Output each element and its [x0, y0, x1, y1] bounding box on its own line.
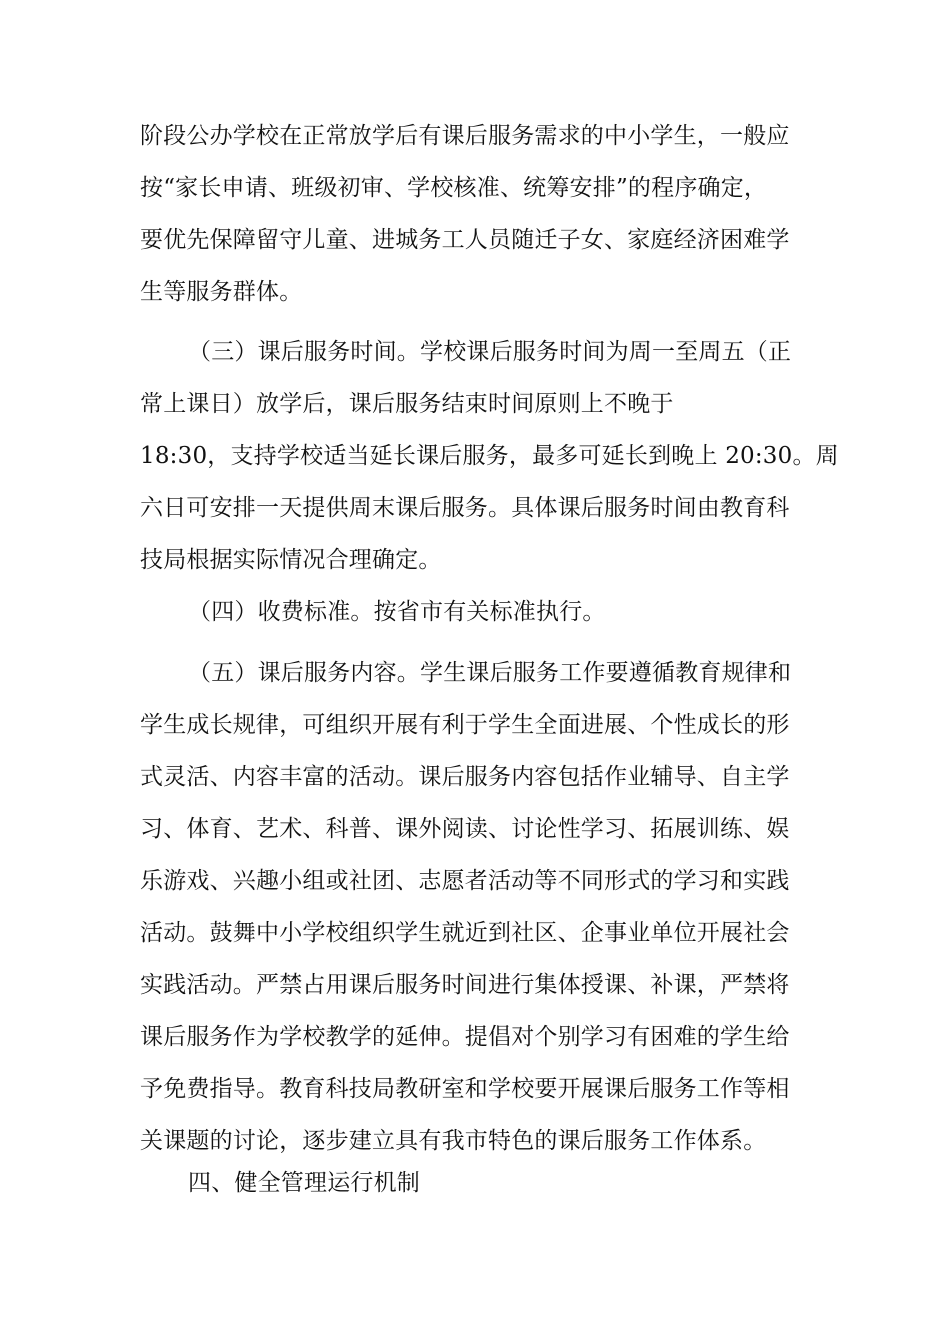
text-line: 活动。鼓舞中小学校组织学生就近到社区、企事业单位开展社会 [140, 920, 790, 946]
text-line: 学生成长规律，可组织开展有利于学生全面进展、个性成长的形 [140, 712, 790, 738]
text-line: 予免费指导。教育科技局教研室和学校要开展课后服务工作等相 [140, 1076, 790, 1102]
text-line: 按“家长申请、班级初审、学校核准、统筹安排”的程序确定， [140, 175, 768, 201]
text-line: 关课题的讨论，逐步建立具有我市特色的课后服务工作体系。 [140, 1128, 767, 1154]
text-line: 乐游戏、兴趣小组或社团、志愿者活动等不同形式的学习和实践 [140, 868, 790, 894]
paragraph-eligibility [140, 110, 840, 318]
text-line: （五）课后服务内容。学生课后服务工作要遵循教育规律和 [188, 660, 792, 686]
paragraph-service-time [140, 326, 840, 586]
text-line: 式灵活、内容丰富的活动。课后服务内容包括作业辅导、自主学 [140, 764, 790, 790]
text-line: 实践活动。严禁占用课后服务时间进行集体授课、补课，严禁将 [140, 972, 790, 998]
text-line: 课后服务作为学校教学的延伸。提倡对个别学习有困难的学生给 [140, 1024, 790, 1050]
paragraph-service-content [140, 647, 840, 1167]
paragraph-fee-standard [140, 586, 840, 638]
text-line: 常上课日）放学后，课后服务结束时间原则上不晚于 [140, 391, 674, 417]
text-line: 生等服务群体。 [140, 279, 303, 305]
text-line: 技局根据实际情况合理确定。 [140, 547, 442, 573]
text-line: 六日可安排一天提供周末课后服务。具体课后服务时间由教育科 [140, 495, 790, 521]
text-line: （三）课后服务时间。学校课后服务时间为周一至周五（正 [188, 339, 792, 365]
section-heading-management [140, 1157, 840, 1209]
text-line: 阶段公办学校在正常放学后有课后服务需求的中小学生，一般应 [140, 123, 790, 149]
text-line: 18:30，支持学校适当延长课后服务，最多可延长到晚上 20:30。周 [140, 443, 839, 469]
heading-text: 四、健全管理运行机制 [188, 1170, 420, 1196]
text-line: 要优先保障留守儿童、进城务工人员随迁子女、家庭经济困难学 [140, 227, 790, 253]
text-line: （四）收费标准。按省市有关标准执行。 [188, 599, 606, 625]
text-line: 习、体育、艺术、科普、课外阅读、讨论性学习、拓展训练、娱 [140, 816, 790, 842]
